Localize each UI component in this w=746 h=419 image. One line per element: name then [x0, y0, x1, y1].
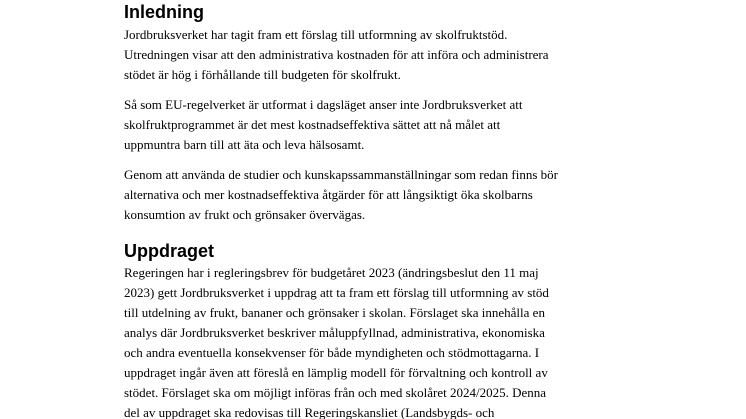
section-heading-uppdraget: Uppdraget: [124, 241, 214, 261]
paragraph-line: skolfruktprogrammet är det mest kostnadseffektiva sättet att nå målet att: [124, 117, 501, 132]
paragraph-line: uppdraget ingår även att föreslå en lämplig modell för förvaltning och kontroll av: [124, 365, 548, 380]
paragraph: [124, 165, 558, 225]
paragraph-line: till utdelning av frukt, bananer och grönsaker i skolan. Förslaget ska innehålla en: [124, 305, 545, 320]
paragraph-line: konsumtion av frukt och grönsaker övervägas.: [124, 207, 366, 222]
paragraph-line: Så som EU-regelverket är utformat i dagsläget anser inte Jordbruksverket att: [124, 97, 523, 112]
paragraph-line: Genom att använda de studier och kunskapssammanställningar som redan finns bör: [124, 167, 558, 182]
paragraph-line: 2023) gett Jordbruksverket i uppdrag att ta fram ett förslag till utformning av stöd: [124, 285, 549, 300]
paragraph-line: analys där Jordbruksverket beskriver måluppfyllnad, administrativa, ekonomiska: [124, 325, 545, 340]
paragraph: [124, 263, 549, 419]
paragraph-line: uppmuntra barn till att äta och leva hälsosamt.: [124, 137, 365, 152]
paragraph-line: Utredningen visar att den administrativa kostnaden för att införa och administrera: [124, 47, 549, 62]
paragraph: [124, 95, 523, 155]
paragraph: [124, 25, 549, 85]
paragraph-line: stödet. Förslaget ska om möjligt införas från och med skolåret 2024/2025. Denna: [124, 385, 547, 400]
section-heading-inledning: Inledning: [124, 2, 204, 22]
paragraph-line: och andra eventuella konsekvenser för både myndigheten och stödmottagarna. I: [124, 345, 540, 360]
paragraph-line: alternativa och mer kostnadseffektiva åtgärder för att långsiktigt öka skolbarns: [124, 187, 533, 202]
paragraph-line: Regeringen har i regleringsbrev för budgetåret 2023 (ändringsbeslut den 11 maj: [124, 265, 539, 280]
paragraph-line: stödet är hög i förhållande till budgeten för skolfrukt.: [124, 67, 401, 82]
paragraph-line: Jordbruksverket har tagit fram ett förslag till utformning av skolfruktstöd.: [124, 27, 508, 42]
paragraph-line: del av uppdraget ska redovisas till Regeringskansliet (Landsbygds- och: [124, 405, 495, 419]
